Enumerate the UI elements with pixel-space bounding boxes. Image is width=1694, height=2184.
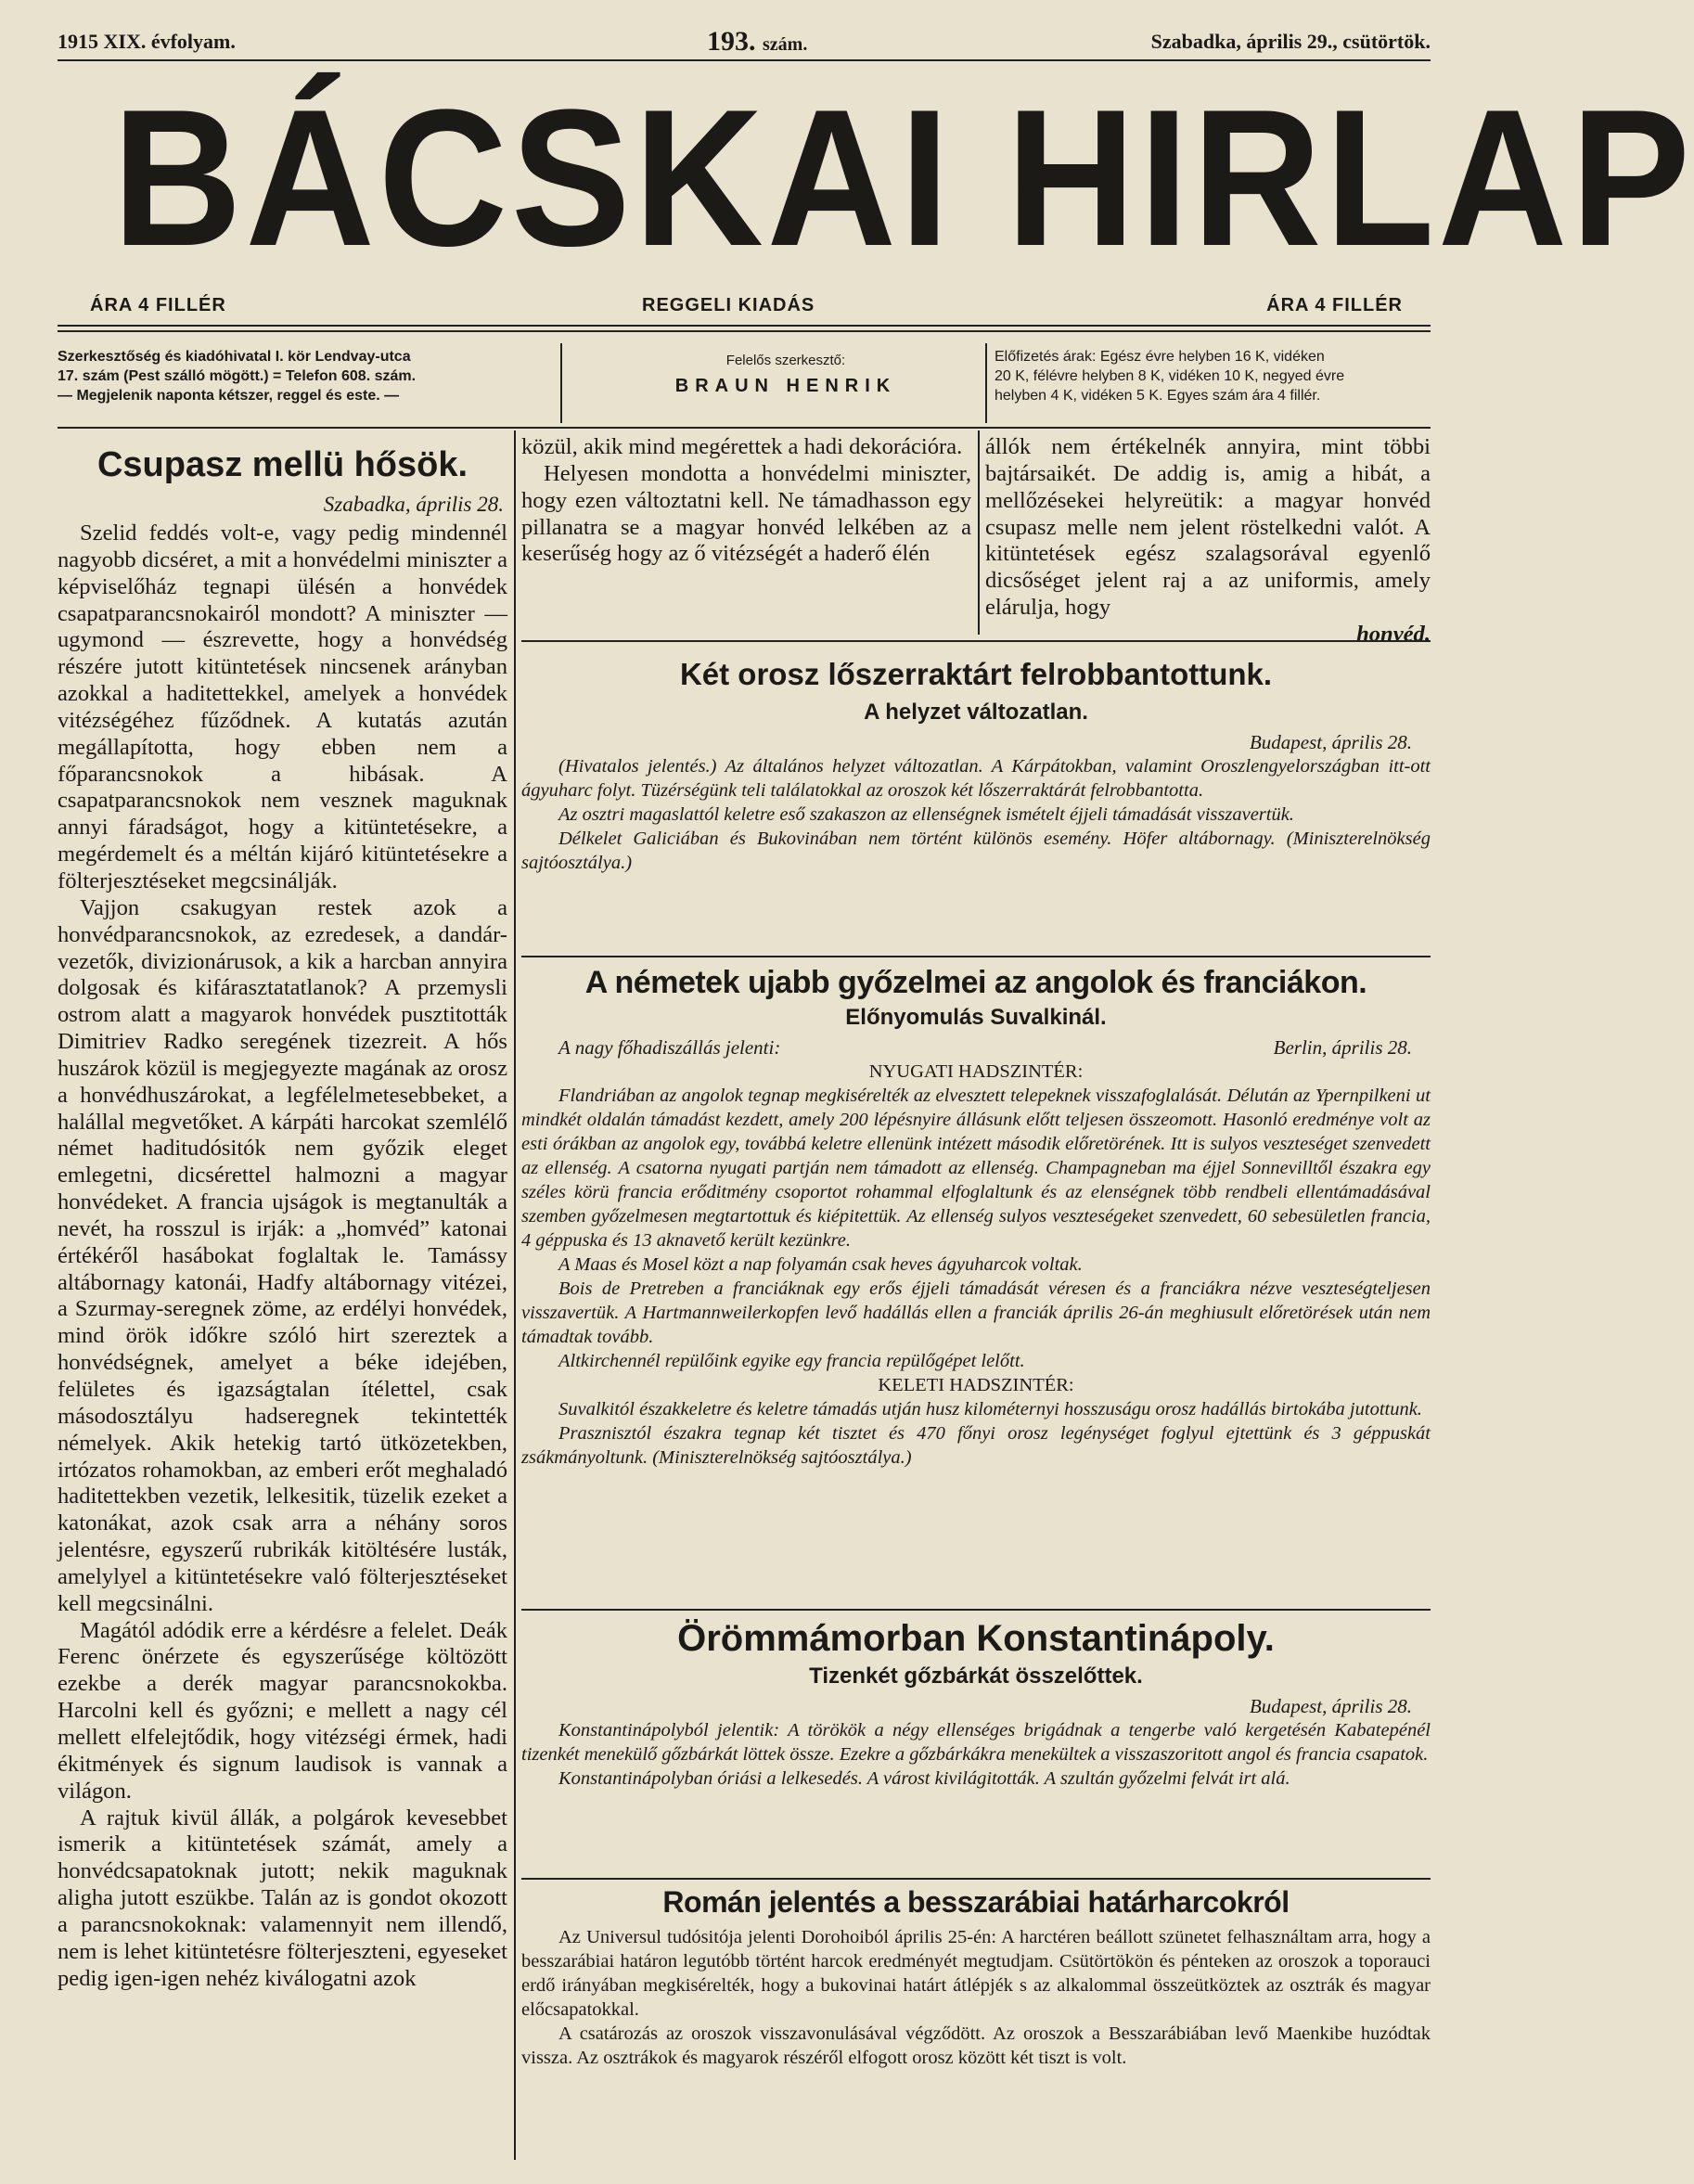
editor-name: BRAUN HENRIK — [674, 376, 897, 396]
divider — [521, 956, 1431, 957]
article-dateline — [558, 1036, 1412, 1060]
issue-number — [707, 26, 807, 58]
article-subtitle: Előnyomulás Suvalkinál. — [845, 1005, 1107, 1030]
lead-article-title: Csupasz mellü hősök. — [96, 445, 468, 484]
lead-paragraph: A rajtuk kivül állák, a polgárok kevesebbet ismerik a kitüntetések számát, amely a honvédcsapatoknak jutott; nekik maguknak aligha jutott eszükbe. Talán az is gondot okozott a parancsnokoknak: valamennyit nem illendő, nem is lehet kitüntetésre fölterjeszteni, egyeseket pedig igen-igen nehéz kiválogatni azok — [58, 1805, 507, 1991]
office-line: — Megjelenik naponta kétszer, reggel és este. — — [58, 388, 400, 404]
article-paragraph: Bois de Pretreben a franciáknak egy erős éjjeli támadását véresen és a franciákra nézve veszteségteljesen visszavertük. A Hartmannweilerkopfen levő hadállás ellen a franciák április 26-án meghiusult előretörések után nem támadtak tovább. — [521, 1278, 1431, 1347]
volume-year: 1915 XIX. évfolyam. — [58, 30, 236, 53]
continuation-paragraph: állók nem értékelnék annyira, mint többi bajtársaikét. De addig is, amig a hibát, a mellőzésekei helyreütik: a magyar honvéd csupasz melle nem jelent röstelkedni valót. A kitüntetések egész szalagsorával egyenlő dicsőséget jelent raj a az uniformis, amely elárulja, hogy — [985, 434, 1431, 621]
column-divider — [978, 430, 980, 635]
issue-number-value: 193. — [707, 26, 756, 57]
price-left: ÁRA 4 FILLÉR — [90, 295, 226, 315]
divider — [58, 330, 1431, 332]
article-german-victories — [521, 965, 1431, 1470]
article-paragraph: Délkelet Galiciában és Bukovinában nem történt különös esemény. Höfer altábornagy. (Miniszterelnökség sajtóosztálya.) — [521, 829, 1431, 873]
info-bar — [58, 341, 1431, 425]
divider — [985, 343, 987, 423]
continuation-paragraph: közül, akik mind megérettek a hadi dekorációra. — [521, 434, 963, 459]
divider — [58, 59, 1431, 61]
article-paragraph: A csatározás az oroszok visszavonulásával végződött. Az oroszok a Besszarábiában levő Maenkibe huzódtak vissza. Az osztrákok és magyarok részéről elfogott orosz között két tiszt is volt. — [521, 2023, 1431, 2068]
article-paragraph: Flandriában az angolok tegnap megkisérelték az elvesztett telepeknek visszafoglalását. Délután az Ypernpilkeni ut mindkét oldalán támadást kezdett, amely 200 lépésnyire állásunk előtt teljesen összeomott. Hasonló eredménye volt az esti órákban az angolok egy, továbbá keletre ellenünk intézett második előretörének. Itt is sulyos veszteséget szenvedett az ellenség. A csatorna nyugati partján nem támadott az ellenség. Champagneban ma éjjel Sonnevilltől északra egy széles körü francia erőditmény csoportot rohammal elfoglaltunk és az elenségnek több rendbeli ellentámadásával szemben győzelmesen megtartottuk és kiépitettük. Az ellenség sulyos veszteségeket szenvedett, 60 sebesületlen francia, 4 géppuska és 13 aknavető került kezünkre. — [521, 1086, 1431, 1251]
section-heading: KELETI HADSZINTÉR: — [878, 1375, 1074, 1395]
newspaper-page — [58, 26, 1694, 2160]
editor-info — [577, 353, 995, 397]
article-paragraph: A Maas és Mosel közt a nap folyamán csak heves ágyuharcok voltak. — [558, 1254, 1083, 1275]
subscription-line: Előfizetés árak: Egész évre helyben 16 K, vidéken — [995, 349, 1325, 365]
article-subtitle: Tizenkét gőzbárkát összelőttek. — [809, 1664, 1143, 1689]
article-dateline: Budapest, április 28. — [1249, 731, 1412, 753]
continuation-paragraph: Helyesen mondotta a honvédelmi miniszter, hogy ezen változtatni kell. Ne támadhasson egy pillanatra se a magyar honvéd lelkében az a keserűség hogy az ő vitézségét a haderő élén — [521, 460, 971, 567]
office-line: 17. szám (Pest szálló mögött.) = Telefon 608. szám. — [58, 368, 417, 384]
divider — [58, 325, 1431, 327]
top-line — [58, 26, 1431, 58]
dateline-source: A nagy főhadiszállás jelenti: — [558, 1036, 781, 1059]
article-paragraph: Konstantinápolyban óriási a lelkesedés. A várost kivilágitották. A szultán győzelmi felvát irt alá. — [558, 1768, 1290, 1789]
divider — [521, 1878, 1431, 1880]
column-divider — [514, 430, 516, 2160]
divider — [560, 343, 562, 423]
place-date: Szabadka, április 29., csütörtök. — [1150, 30, 1431, 53]
article-title: Két orosz lőszerraktárt felrobbantottunk. — [679, 657, 1273, 691]
article-paragraph: Suvalkitól északkeletre és keletre támadás utján husz kilométernyi hosszuságu orosz hadállás birtokába jutottunk. — [558, 1399, 1422, 1420]
lead-article-dateline: Szabadka, április 28. — [323, 493, 504, 516]
article-paragraph: Konstantinápolyból jelentik: A törökök a négy ellenséges brigádnak a tengerbe való kergetésén Kabatepénél tizenkét menekülő gőzbárkát löttek össze. Ezekre a gőzbárkákra menekültek a visszaszoritott angol és francia csapatok. — [521, 1720, 1431, 1765]
article-constantinople — [521, 1618, 1431, 1791]
article-title: Román jelentés a besszarábiai határharcokról — [662, 1885, 1290, 1919]
office-line: Szerkesztőség és kiadóhivatal I. kör Lendvay-utca — [58, 349, 411, 365]
lead-article-continuation — [521, 434, 971, 568]
article-paragraph: Az Universul tudósitója jelenti Dorohoiból április 25-én: A harctéren beállott szünetet felhasználtam arra, hogy a besszarábiai határon legutóbb történt harcok eredményét megtudjam. Csütörtökön és pénteken az oroszok a toporauci erdő irányában megkisérelték, hogy a bukovinai határt átlépjék s az alkalommal összeütköztek az osztrák és magyar előcsapatokkal. — [521, 1927, 1431, 2020]
article-paragraph: Prasznisztól északra tegnap két tisztet és 470 főnyi orosz legénységet foglyul ejtettünk és 3 géppuskát zsákmányoltunk. (Miniszterelnökség sajtóosztálya.) — [521, 1423, 1431, 1468]
article-closing-word: honvéd. — [1356, 621, 1431, 647]
article-romanian-report — [521, 1885, 1431, 2070]
masthead-title: BÁCSKAI HIRLAP — [112, 69, 1694, 287]
subscription-line: 20 K, félévre helyben 8 K, vidéken 10 K, negyed évre — [995, 368, 1345, 384]
article-paragraph: Az osztri magaslattól keletre eső szakaszon az ellenségnek ismételt éjjeli támadását visszavertük. — [558, 804, 1294, 825]
lead-paragraph: Vajjon csakugyan restek azok a honvédparancsnokok, az ezredesek, a dandár-vezetők, divizionárusok, a kik a harcban annyira dolgosak és kifárasztatatlanok? A przemysli ostrom alatt a magyarok honvédek pusztitották Dimitriev Radko seregének tizezreit. A hős huszárok közül is megjegyezte magának az orosz a honvédhuszárokat, a legfélelmetesebbeket, a halállal megvetőket. A kárpáti harcokat szemlélő német haditudósitók nem győzik eleget emlegetni, dicsérettel halmozni a magyar honvédeket. A francia ujságok is megtanulták a nevét, ha rosszul is irják: a „homvéd” katonai értékéről hasábokat foglaltak le. Tamássy altábornagy katonái, Hadfy altábornagy vitézei, a Szurmay-seregnek zöme, az erdélyi honvédek, mind örök időkre szóló hirt szereztek a honvédségnek, amelyet a béke idejében, felületes és igazságtalan ítélettel, csak másodosztályu hadseregnek tekintették némelyek. Akik hetekig tartó ütközetekben, irtózatos rohamokban, az emberi erőt meghaladó haditettekben vezetik, lelkesitik, tüzelik ezeket a katonákat, azok csak arra a néhány soros jelentésre, egyszerű rubrikák kitöltésére lusták, amelylyel a kitüntetésekre való fölterjesztéseket kell megcsinálni. — [58, 894, 507, 1616]
article-title: A németek ujabb győzelmei az angolok és franciákon. — [584, 965, 1367, 1000]
article-ammunition-depots — [521, 657, 1431, 875]
divider — [521, 640, 1431, 642]
subscription-line: helyben 4 K, vidéken 5 K. Egyes szám ára 4 fillér. — [995, 388, 1321, 404]
lead-paragraph: Szelid feddés volt-e, vagy pedig mindennél nagyobb dicséret, a mit a honvédelmi miniszter a képviselőház tegnapi ülésén a honvédek csapatparancsnokairól mondott? A miniszter — ugymond — észrevette, hogy a honvédség részére jutott kitüntetések nincsenek arányban azokkal a haditettekkel, amelyek a honvédek vitézségéhez fűződnek. A kutatás azután megállapította, hogy ebben nem a főparancsnokok a hibásak. A csapatparancsnokok nem vesznek maguknak annyi fáradságot, hogy a kitüntetésekre, a megérdemelt és a méltán kijáró kitüntetésekre a fölterjesztéseket megcsinálják. — [58, 520, 507, 893]
divider — [521, 1609, 1431, 1611]
subscription-info — [995, 347, 1431, 405]
issue-label: szám. — [763, 34, 808, 55]
lead-article — [58, 434, 507, 1992]
article-subtitle: A helyzet változatlan. — [864, 700, 1088, 725]
article-dateline: Budapest, április 28. — [1249, 1695, 1412, 1717]
editor-title: Felelős szerkesztő: — [725, 353, 846, 368]
divider — [58, 427, 1431, 429]
lead-paragraph: Magától adódik erre a kérdésre a felelet. Deák Ferenc önérzete és egyszerűsége költözött ezekbe a derék magyar parancsnokokba. Harcolni kell és győzni; e mellett a nagy cél mellett elfelejtődik, hogy vitézségi érmek, hadi ékitmények és signum laudisok is vannak a világon. — [58, 1617, 507, 1804]
lead-article-ending — [985, 434, 1431, 649]
article-paragraph: Altkirchennél repülőink egyike egy francia repülőgépet lelőtt. — [558, 1351, 1025, 1371]
article-title: Örömmámorban Konstantinápoly. — [677, 1618, 1275, 1659]
price-right: ÁRA 4 FILLÉR — [1266, 295, 1403, 315]
dateline-place: Berlin, április 28. — [1273, 1036, 1412, 1059]
subhead — [58, 295, 1431, 323]
edition-label: REGGELI KIADÁS — [642, 295, 815, 315]
article-paragraph: (Hivatalos jelentés.) Az általános helyzet változatlan. A Kárpátokban, valamint Oroszlengyelországban itt-ott ágyuharc folyt. Tüzérségünk teli találatokkal az oroszok két lőszerraktárát felrobbantotta. — [521, 756, 1431, 801]
office-info — [58, 347, 512, 405]
section-heading: NYUGATI HADSZINTÉR: — [868, 1061, 1084, 1082]
